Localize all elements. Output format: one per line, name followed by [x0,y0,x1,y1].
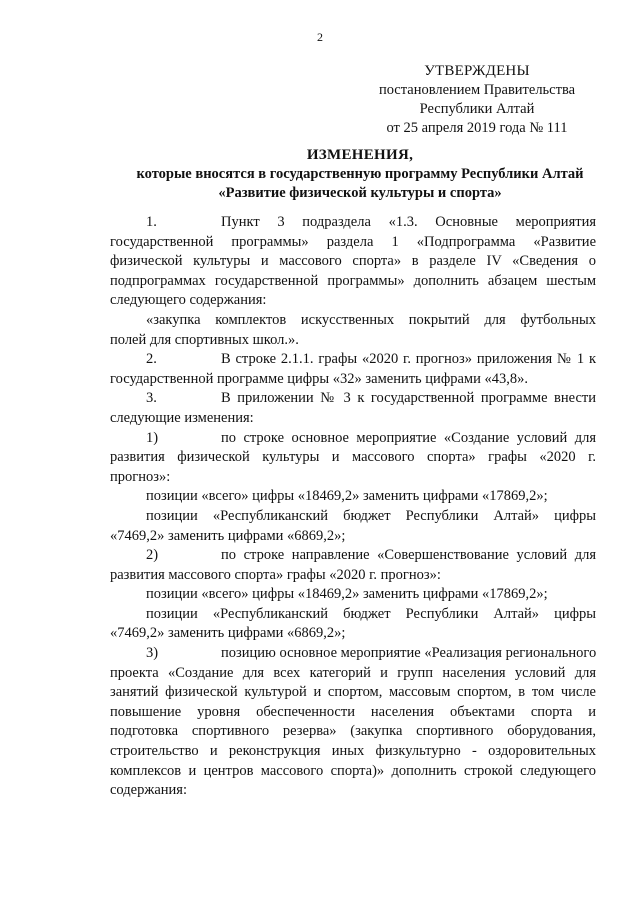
item-number: 3. [146,390,157,407]
line-text: В приложении № 3 к государственной программе внести [221,390,596,407]
approval-line: Республики Алтай [419,101,535,117]
paragraph-line: подпрограммах государственной программы» дополнить абзацем шестым [110,272,596,289]
paragraph-line: «7469,2» заменить цифрами «6869,2»; [110,625,346,642]
document-body [110,213,596,801]
item-number: 2. [146,351,157,368]
paragraph-line: государственной программы» раздела 1 «Подпрограмма «Развитие [110,233,596,250]
paragraph-line [110,389,596,409]
paragraph-line: проекта «Создание для всех категорий и групп населения условий для [110,664,596,681]
approval-block [362,62,592,138]
item-number: 3) [146,645,159,662]
quote-line: «закупка комплектов искусственных покрытий для футбольных [146,311,596,328]
item-number: 1) [146,429,159,446]
paragraph-line [110,213,596,233]
paragraph-line: содержания: [110,782,188,799]
item-number: 2) [146,547,159,564]
heading-line: «Развитие физической культуры и спорта» [218,185,502,201]
document-heading [80,146,640,203]
paragraph-line: повышение уровня обеспеченности населения объектами спорта и [110,703,596,720]
approval-title: УТВЕРЖДЕНЫ [424,63,530,79]
paragraph-line: позиции «всего» цифры «18469,2» заменить цифрами «17869,2»; [146,586,548,603]
page-number: 2 [317,30,323,44]
line-text: Пункт 3 подраздела «1.3. Основные мероприятия [221,214,596,230]
paragraph-line: позиции «всего» цифры «18469,2» заменить цифрами «17869,2»; [146,488,548,505]
heading-line: которые вносятся в государственную программу Республики Алтай [136,166,584,182]
approval-line: от 25 апреля 2019 года № 111 [386,120,568,136]
quote-line: полей для спортивных школ.». [110,331,299,348]
paragraph-line [110,546,596,566]
paragraph-line: следующего содержания: [110,292,267,309]
heading-title: ИЗМЕНЕНИЯ, [306,147,414,163]
paragraph-line: подготовка спортивного резерва» (закупка спортивного оборудования, [110,723,596,740]
paragraph-line: комплексов и центров массового спорта)» дополнить строкой следующего [110,762,596,779]
paragraph-line: физической культуры и массового спорта» в разделе IV «Сведения о [110,253,596,270]
paragraph-line [110,429,596,449]
line-text: В строке 2.1.1. графы «2020 г. прогноз» приложения № 1 к [221,351,596,368]
paragraph-line: развития физической культуры и массового спорта» графы «2020 г. [110,449,596,466]
item-number: 1. [146,214,157,230]
paragraph-line: занятий физической культурой и спортом, массовым спортом, в том числе [110,684,596,701]
paragraph-line [110,350,596,370]
paragraph-line: развития массового спорта» графы «2020 г. прогноз»: [110,566,441,583]
paragraph-line: строительство и реконструкция иных физкультурно - оздоровительных [110,743,596,760]
paragraph-line [110,644,596,664]
approval-line: постановлением Правительства [378,82,576,98]
paragraph-line: позиции «Республиканский бюджет Республики Алтай» цифры [146,605,596,622]
paragraph-line: «7469,2» заменить цифрами «6869,2»; [110,527,346,544]
paragraph-line: прогноз»: [110,468,171,485]
line-text: позицию основное мероприятие «Реализация регионального [221,645,597,662]
paragraph-line: позиции «Республиканский бюджет Республики Алтай» цифры [146,507,596,524]
paragraph-line: государственной программе цифры «32» заменить цифрами «43,8». [110,370,528,387]
line-text: по строке основное мероприятие «Создание условий для [221,429,596,446]
paragraph-line: следующие изменения: [110,409,254,426]
line-text: по строке направление «Совершенствование условий для [221,547,596,564]
